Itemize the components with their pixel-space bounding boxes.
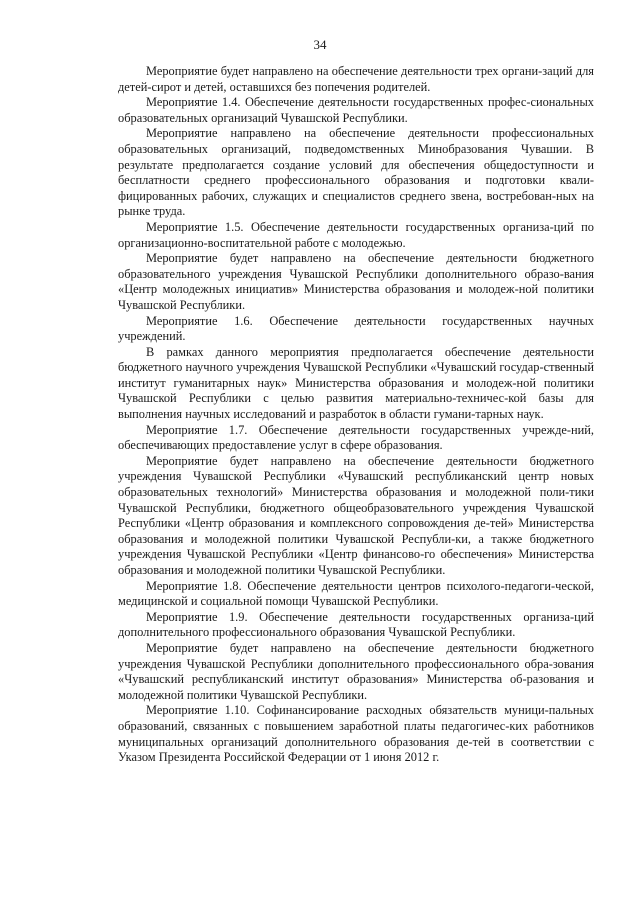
paragraph-education-service-institutions: Мероприятие будет направлено на обеспечение деятельности бюджетного учреждения Чувашской Республики «Чувашский республиканский центр новых образовательных технологий» Министерства образования и молодежной поли-тики Чувашской Республики, бюджетного общеобразовательного учреждения Чувашской Республики «Центр образования и комплексного сопровождения де-тей» Министерства образования и молодежной политики Чувашской Республи-ки, а также бюджетного учреждения Чувашской Республики «Центр финансово-го обеспечения» Министерства образования и молодежной политики Чувашской Республики. <box>118 453 594 577</box>
paragraph-measure-1-8: Мероприятие 1.8. Обеспечение деятельности центров психолого-педагоги-ческой, медицинской и социальной помощи Чувашской Республики. <box>118 578 594 609</box>
page-number: 34 <box>313 37 327 52</box>
paragraph-orphanage-organizations: Мероприятие будет направлено на обеспечение деятельности трех органи-заций для детей-сирот и детей, оставшихся без попечения родителей. <box>118 64 594 94</box>
paragraph-vocational-education: Мероприятие направлено на обеспечение деятельности профессиональных образовательных организаций, подведомственных Минобразования Чувашии. В результате предполагается создание условий для обеспечения общедоступности и бесплатности среднего профессионального образования и подготовки квали-фицированных рабочих, служащих и специалистов среднего звена, востребован-ных на рынке труда. <box>118 126 594 219</box>
paragraph-measure-1-5: Мероприятие 1.5. Обеспечение деятельности государственных организа-ций по организационно-воспитательной работе с молодежью. <box>118 219 594 250</box>
paragraph-humanities-institute: В рамках данного мероприятия предполагается обеспечение деятельности бюджетного научного учреждения Чувашской Республики «Чувашский государ-ственный институт гуманитарных наук» Министерства образования и молодеж-ной политики Чувашской Республики с целью развития материально-техничес-кой базы для выполнения научных исследований и разработок в области гумани-тарных наук. <box>118 344 594 422</box>
paragraph-measure-1-4: Мероприятие 1.4. Обеспечение деятельности государственных профес-сиональных образовательных организаций Чувашской Республики. <box>118 95 594 125</box>
body-text <box>118 64 594 766</box>
paragraph-measure-1-9: Мероприятие 1.9. Обеспечение деятельности государственных организа-ций дополнительного профессионального образования Чувашской Республики. <box>118 609 594 640</box>
paragraph-measure-1-10: Мероприятие 1.10. Софинансирование расходных обязательств муници-пальных образований, связанных с повышением заработной платы педагогичес-ких работников муниципальных организаций дополнительного образования де-тей в соответствии с Указом Президента Российской Федерации от 1 июня 2012 г. <box>118 703 594 765</box>
paragraph-youth-initiatives-center: Мероприятие будет направлено на обеспечение деятельности бюджетного образовательного учреждения Чувашской Республики дополнительного образо-вания «Центр молодежных инициатив» Министерства образования и молодеж-ной политики Чувашской Республики. <box>118 251 594 312</box>
paragraph-measure-1-6: Мероприятие 1.6. Обеспечение деятельности государственных научных учреждений. <box>118 313 594 344</box>
paragraph-measure-1-7: Мероприятие 1.7. Обеспечение деятельности государственных учрежде-ний, обеспечивающих предоставление услуг в сфере образования. <box>118 422 594 453</box>
paragraph-education-institute: Мероприятие будет направлено на обеспечение деятельности бюджетного учреждения Чувашской Республики дополнительного профессионального обра-зования «Чувашский республиканский институт образования» Министерства об-разования и молодежной политики Чувашской Республики. <box>118 640 594 702</box>
